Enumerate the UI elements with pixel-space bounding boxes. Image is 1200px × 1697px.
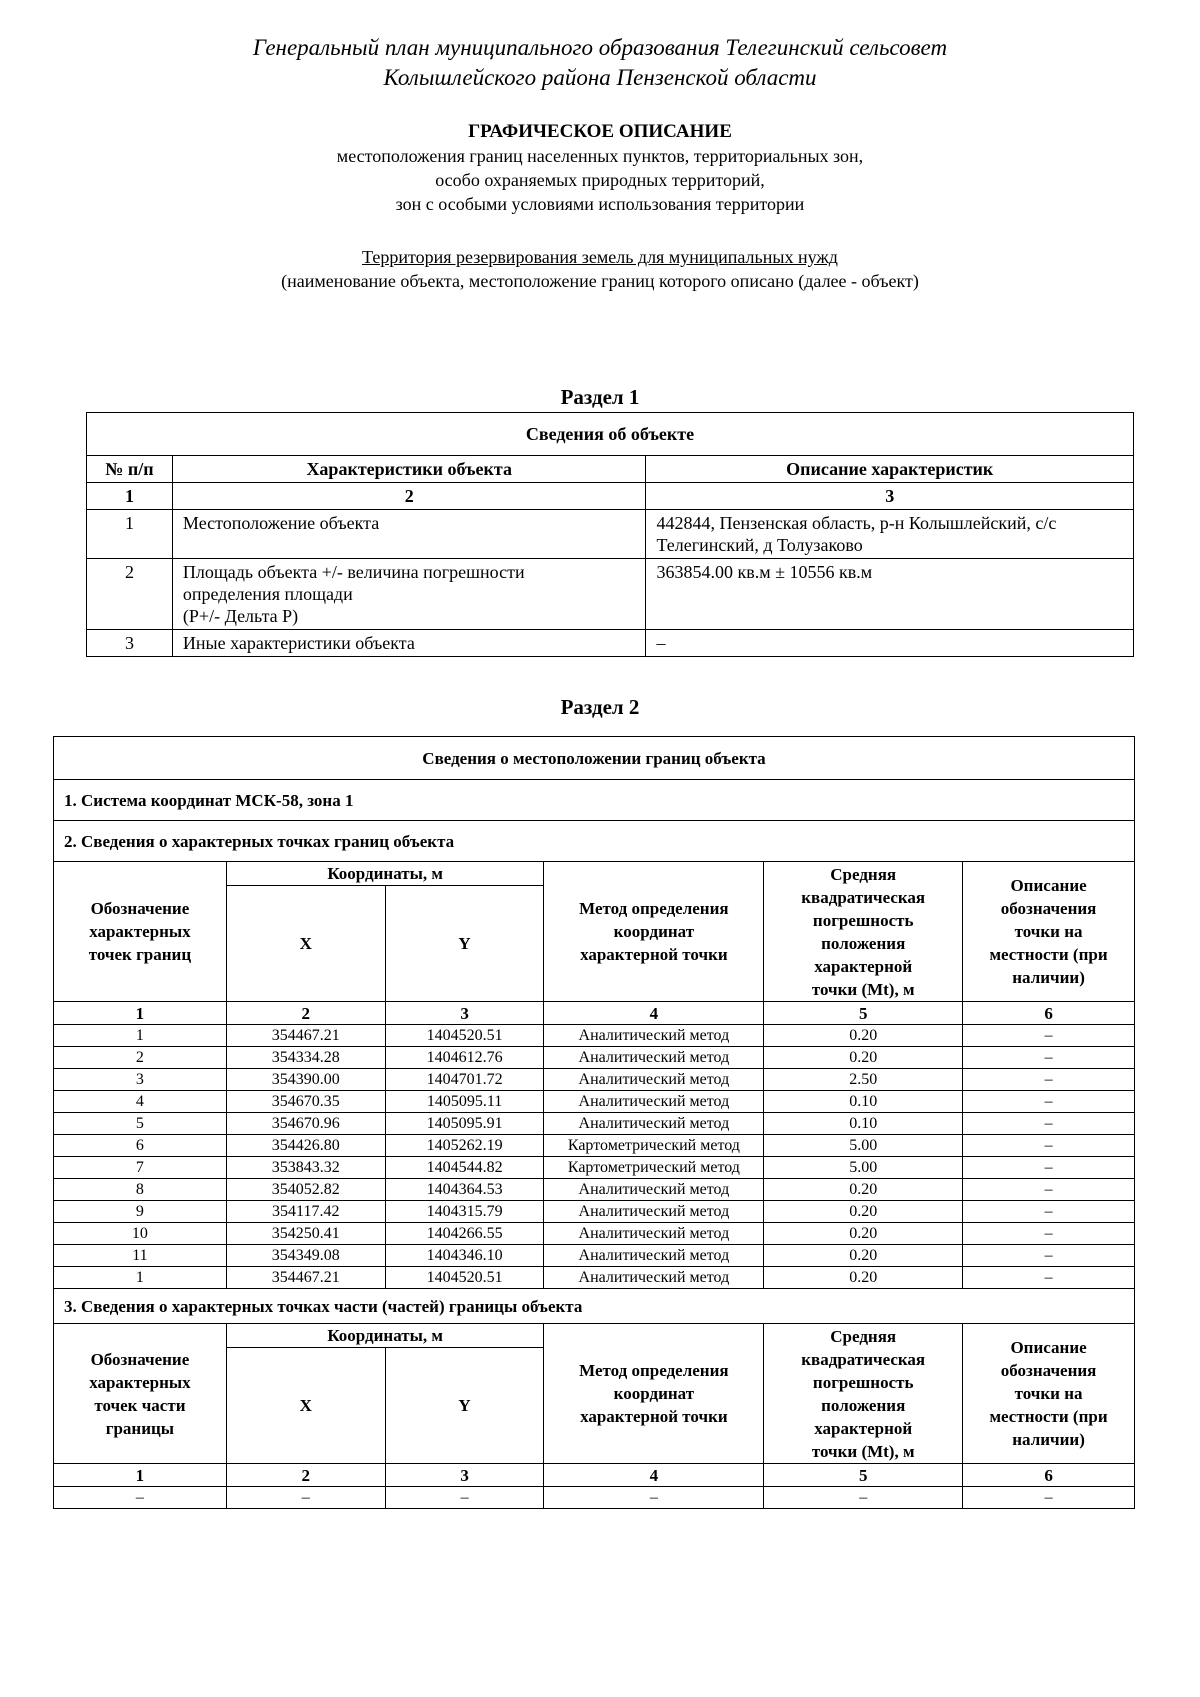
- document-title-line-2: Колышлейского района Пензенской области: [383, 65, 817, 90]
- point-description: –: [963, 1201, 1135, 1223]
- point-description: –: [963, 1179, 1135, 1201]
- coord-y: 1405095.91: [385, 1113, 544, 1135]
- point-number: 3: [54, 1069, 227, 1091]
- coord-y: –: [385, 1487, 544, 1509]
- row-number: 1: [87, 510, 173, 559]
- point-number: 9: [54, 1201, 227, 1223]
- point-description: –: [963, 1069, 1135, 1091]
- point-number: 10: [54, 1223, 227, 1245]
- coord-x: 354349.08: [226, 1245, 385, 1267]
- point-description: –: [963, 1487, 1135, 1509]
- mean-error: 0.20: [764, 1047, 963, 1069]
- coord-x: 353843.32: [226, 1157, 385, 1179]
- point-number: 7: [54, 1157, 227, 1179]
- point-number: 8: [54, 1179, 227, 1201]
- mean-error: 0.20: [764, 1179, 963, 1201]
- method: Аналитический метод: [544, 1223, 764, 1245]
- column-number: 5: [764, 1464, 963, 1487]
- header-point-description: Описание обозначения точки на местности (при наличии): [963, 862, 1135, 1002]
- coord-x: 354670.35: [226, 1091, 385, 1113]
- characteristic-value: 363854.00 кв.м ± 10556 кв.м: [646, 559, 1134, 630]
- table-row: [54, 1069, 1135, 1091]
- header-description: Описание характеристик: [646, 456, 1134, 483]
- row-number: 2: [87, 559, 173, 630]
- point-number: 11: [54, 1245, 227, 1267]
- point-description: –: [963, 1267, 1135, 1289]
- point-description: –: [963, 1135, 1135, 1157]
- point-number: 6: [54, 1135, 227, 1157]
- table-row: [87, 559, 1134, 630]
- method: Аналитический метод: [544, 1201, 764, 1223]
- coord-y: 1405262.19: [385, 1135, 544, 1157]
- method: Аналитический метод: [544, 1091, 764, 1113]
- coord-x: 354467.21: [226, 1025, 385, 1047]
- point-description: –: [963, 1223, 1135, 1245]
- column-number: 6: [963, 1464, 1135, 1487]
- mean-error: –: [764, 1487, 963, 1509]
- header-characteristics: Характеристики объекта: [172, 456, 646, 483]
- object-block: [0, 245, 1200, 293]
- header-y: Y: [385, 886, 544, 1002]
- column-number: 6: [963, 1002, 1135, 1025]
- table-row: [54, 1201, 1135, 1223]
- coord-y: 1404520.51: [385, 1025, 544, 1047]
- coord-x: 354334.28: [226, 1047, 385, 1069]
- method: Картометрический метод: [544, 1157, 764, 1179]
- table-row: [87, 630, 1134, 657]
- characteristic-value: –: [646, 630, 1134, 657]
- method: Аналитический метод: [544, 1245, 764, 1267]
- point-description: –: [963, 1245, 1135, 1267]
- subheading-line: особо охраняемых природных территорий,: [435, 170, 765, 190]
- characteristic-name: Иные характеристики объекта: [172, 630, 646, 657]
- mean-error: 0.10: [764, 1091, 963, 1113]
- column-number: 4: [544, 1002, 764, 1025]
- header-coordinates: Координаты, м: [226, 862, 544, 886]
- coord-y: 1404266.55: [385, 1223, 544, 1245]
- header-method: Метод определения координат характерной точки: [544, 1324, 764, 1464]
- point-number: 2: [54, 1047, 227, 1069]
- coord-y: 1404364.53: [385, 1179, 544, 1201]
- coord-y: 1404520.51: [385, 1267, 544, 1289]
- point-description: –: [963, 1113, 1135, 1135]
- description-heading-block: [0, 120, 1200, 216]
- points-section-title: 2. Сведения о характерных точках границ объекта: [54, 821, 1135, 862]
- mean-error: 0.20: [764, 1223, 963, 1245]
- table-row: [54, 1157, 1135, 1179]
- header-coordinates: Координаты, м: [226, 1324, 544, 1348]
- boundary-points-table: [53, 736, 1135, 1509]
- coord-y: 1404612.76: [385, 1047, 544, 1069]
- method: Аналитический метод: [544, 1179, 764, 1201]
- row-number: 3: [87, 630, 173, 657]
- coord-y: 1404346.10: [385, 1245, 544, 1267]
- table-row: [54, 1047, 1135, 1069]
- coord-y: 1404544.82: [385, 1157, 544, 1179]
- point-description: –: [963, 1091, 1135, 1113]
- main-heading: ГРАФИЧЕСКОЕ ОПИСАНИЕ: [468, 121, 732, 142]
- characteristic-name: Местоположение объекта: [172, 510, 646, 559]
- object-caption: (наименование объекта, местоположение границ которого описано (далее - объект): [281, 271, 919, 291]
- table-row: [54, 1025, 1135, 1047]
- object-info-table-title: Сведения об объекте: [87, 413, 1134, 456]
- table-row: [54, 1179, 1135, 1201]
- coord-x: 354426.80: [226, 1135, 385, 1157]
- section-2-title: Раздел 2: [560, 695, 640, 719]
- header-designation-parts: Обозначение характерных точек части границы: [54, 1324, 227, 1464]
- mean-error: 5.00: [764, 1135, 963, 1157]
- header-method: Метод определения координат характерной точки: [544, 862, 764, 1002]
- coord-x: –: [226, 1487, 385, 1509]
- column-number: 2: [172, 483, 646, 510]
- header-y: Y: [385, 1348, 544, 1464]
- table-row: [87, 510, 1134, 559]
- header-number: № п/п: [87, 456, 173, 483]
- section-1-title: Раздел 1: [560, 385, 640, 409]
- coord-y: 1404315.79: [385, 1201, 544, 1223]
- header-designation: Обозначение характерных точек границ: [54, 862, 227, 1002]
- subheading-line: местоположения границ населенных пунктов, территориальных зон,: [336, 146, 864, 166]
- method: Аналитический метод: [544, 1025, 764, 1047]
- boundary-table-title: Сведения о местоположении границ объекта: [54, 737, 1135, 780]
- characteristic-value: 442844, Пензенская область, р-н Колышлейский, с/с Телегинский, д Толузаково: [646, 510, 1134, 559]
- column-number: 3: [385, 1002, 544, 1025]
- table-row: [54, 1135, 1135, 1157]
- coordinate-system: 1. Система координат МСК-58, зона 1: [54, 780, 1135, 821]
- mean-error: 0.20: [764, 1025, 963, 1047]
- column-number: 5: [764, 1002, 963, 1025]
- column-number: 1: [87, 483, 173, 510]
- column-number: 3: [385, 1464, 544, 1487]
- table-row: [54, 1487, 1135, 1509]
- coord-x: 354467.21: [226, 1267, 385, 1289]
- coord-x: 354250.41: [226, 1223, 385, 1245]
- header-mean-error: Средняя квадратическая погрешность положения характерной точки (Mt), м: [764, 1324, 963, 1464]
- coord-x: 354052.82: [226, 1179, 385, 1201]
- table-row: [54, 1223, 1135, 1245]
- point-number: 5: [54, 1113, 227, 1135]
- mean-error: 0.20: [764, 1245, 963, 1267]
- point-description: –: [963, 1047, 1135, 1069]
- coord-x: 354390.00: [226, 1069, 385, 1091]
- mean-error: 0.10: [764, 1113, 963, 1135]
- header-x: X: [226, 1348, 385, 1464]
- characteristic-name: Площадь объекта +/- величина погрешности определения площади (P+/- Дельта P): [172, 559, 646, 630]
- mean-error: 0.20: [764, 1201, 963, 1223]
- point-number: 1: [54, 1025, 227, 1047]
- point-description: –: [963, 1157, 1135, 1179]
- point-number: 4: [54, 1091, 227, 1113]
- table-row: [54, 1245, 1135, 1267]
- document-title-line-1: Генеральный план муниципального образования Телегинский сельсовет: [252, 35, 948, 60]
- coord-y: 1405095.11: [385, 1091, 544, 1113]
- method: Аналитический метод: [544, 1069, 764, 1091]
- point-description: –: [963, 1025, 1135, 1047]
- method: Картометрический метод: [544, 1135, 764, 1157]
- coord-x: 354670.96: [226, 1113, 385, 1135]
- point-number: –: [54, 1487, 227, 1509]
- column-number: 2: [226, 1002, 385, 1025]
- document-header: [0, 33, 1200, 93]
- column-number: 1: [54, 1002, 227, 1025]
- column-number: 1: [54, 1464, 227, 1487]
- table-row: [54, 1091, 1135, 1113]
- object-name: Территория резервирования земель для муниципальных нужд: [362, 247, 838, 267]
- coord-x: 354117.42: [226, 1201, 385, 1223]
- method: –: [544, 1487, 764, 1509]
- column-number: 3: [646, 483, 1134, 510]
- method: Аналитический метод: [544, 1113, 764, 1135]
- mean-error: 0.20: [764, 1267, 963, 1289]
- method: Аналитический метод: [544, 1047, 764, 1069]
- header-mean-error: Средняя квадратическая погрешность положения характерной точки (Mt), м: [764, 862, 963, 1002]
- header-x: X: [226, 886, 385, 1002]
- table-row: [54, 1113, 1135, 1135]
- point-number: 1: [54, 1267, 227, 1289]
- parts-section-title: 3. Сведения о характерных точках части (частей) границы объекта: [54, 1289, 1135, 1324]
- object-info-table: [86, 412, 1134, 657]
- subheading-line: зон с особыми условиями использования территории: [395, 194, 805, 214]
- mean-error: 5.00: [764, 1157, 963, 1179]
- method: Аналитический метод: [544, 1267, 764, 1289]
- column-number: 4: [544, 1464, 764, 1487]
- mean-error: 2.50: [764, 1069, 963, 1091]
- header-point-description: Описание обозначения точки на местности (при наличии): [963, 1324, 1135, 1464]
- coord-y: 1404701.72: [385, 1069, 544, 1091]
- column-number: 2: [226, 1464, 385, 1487]
- table-row: [54, 1267, 1135, 1289]
